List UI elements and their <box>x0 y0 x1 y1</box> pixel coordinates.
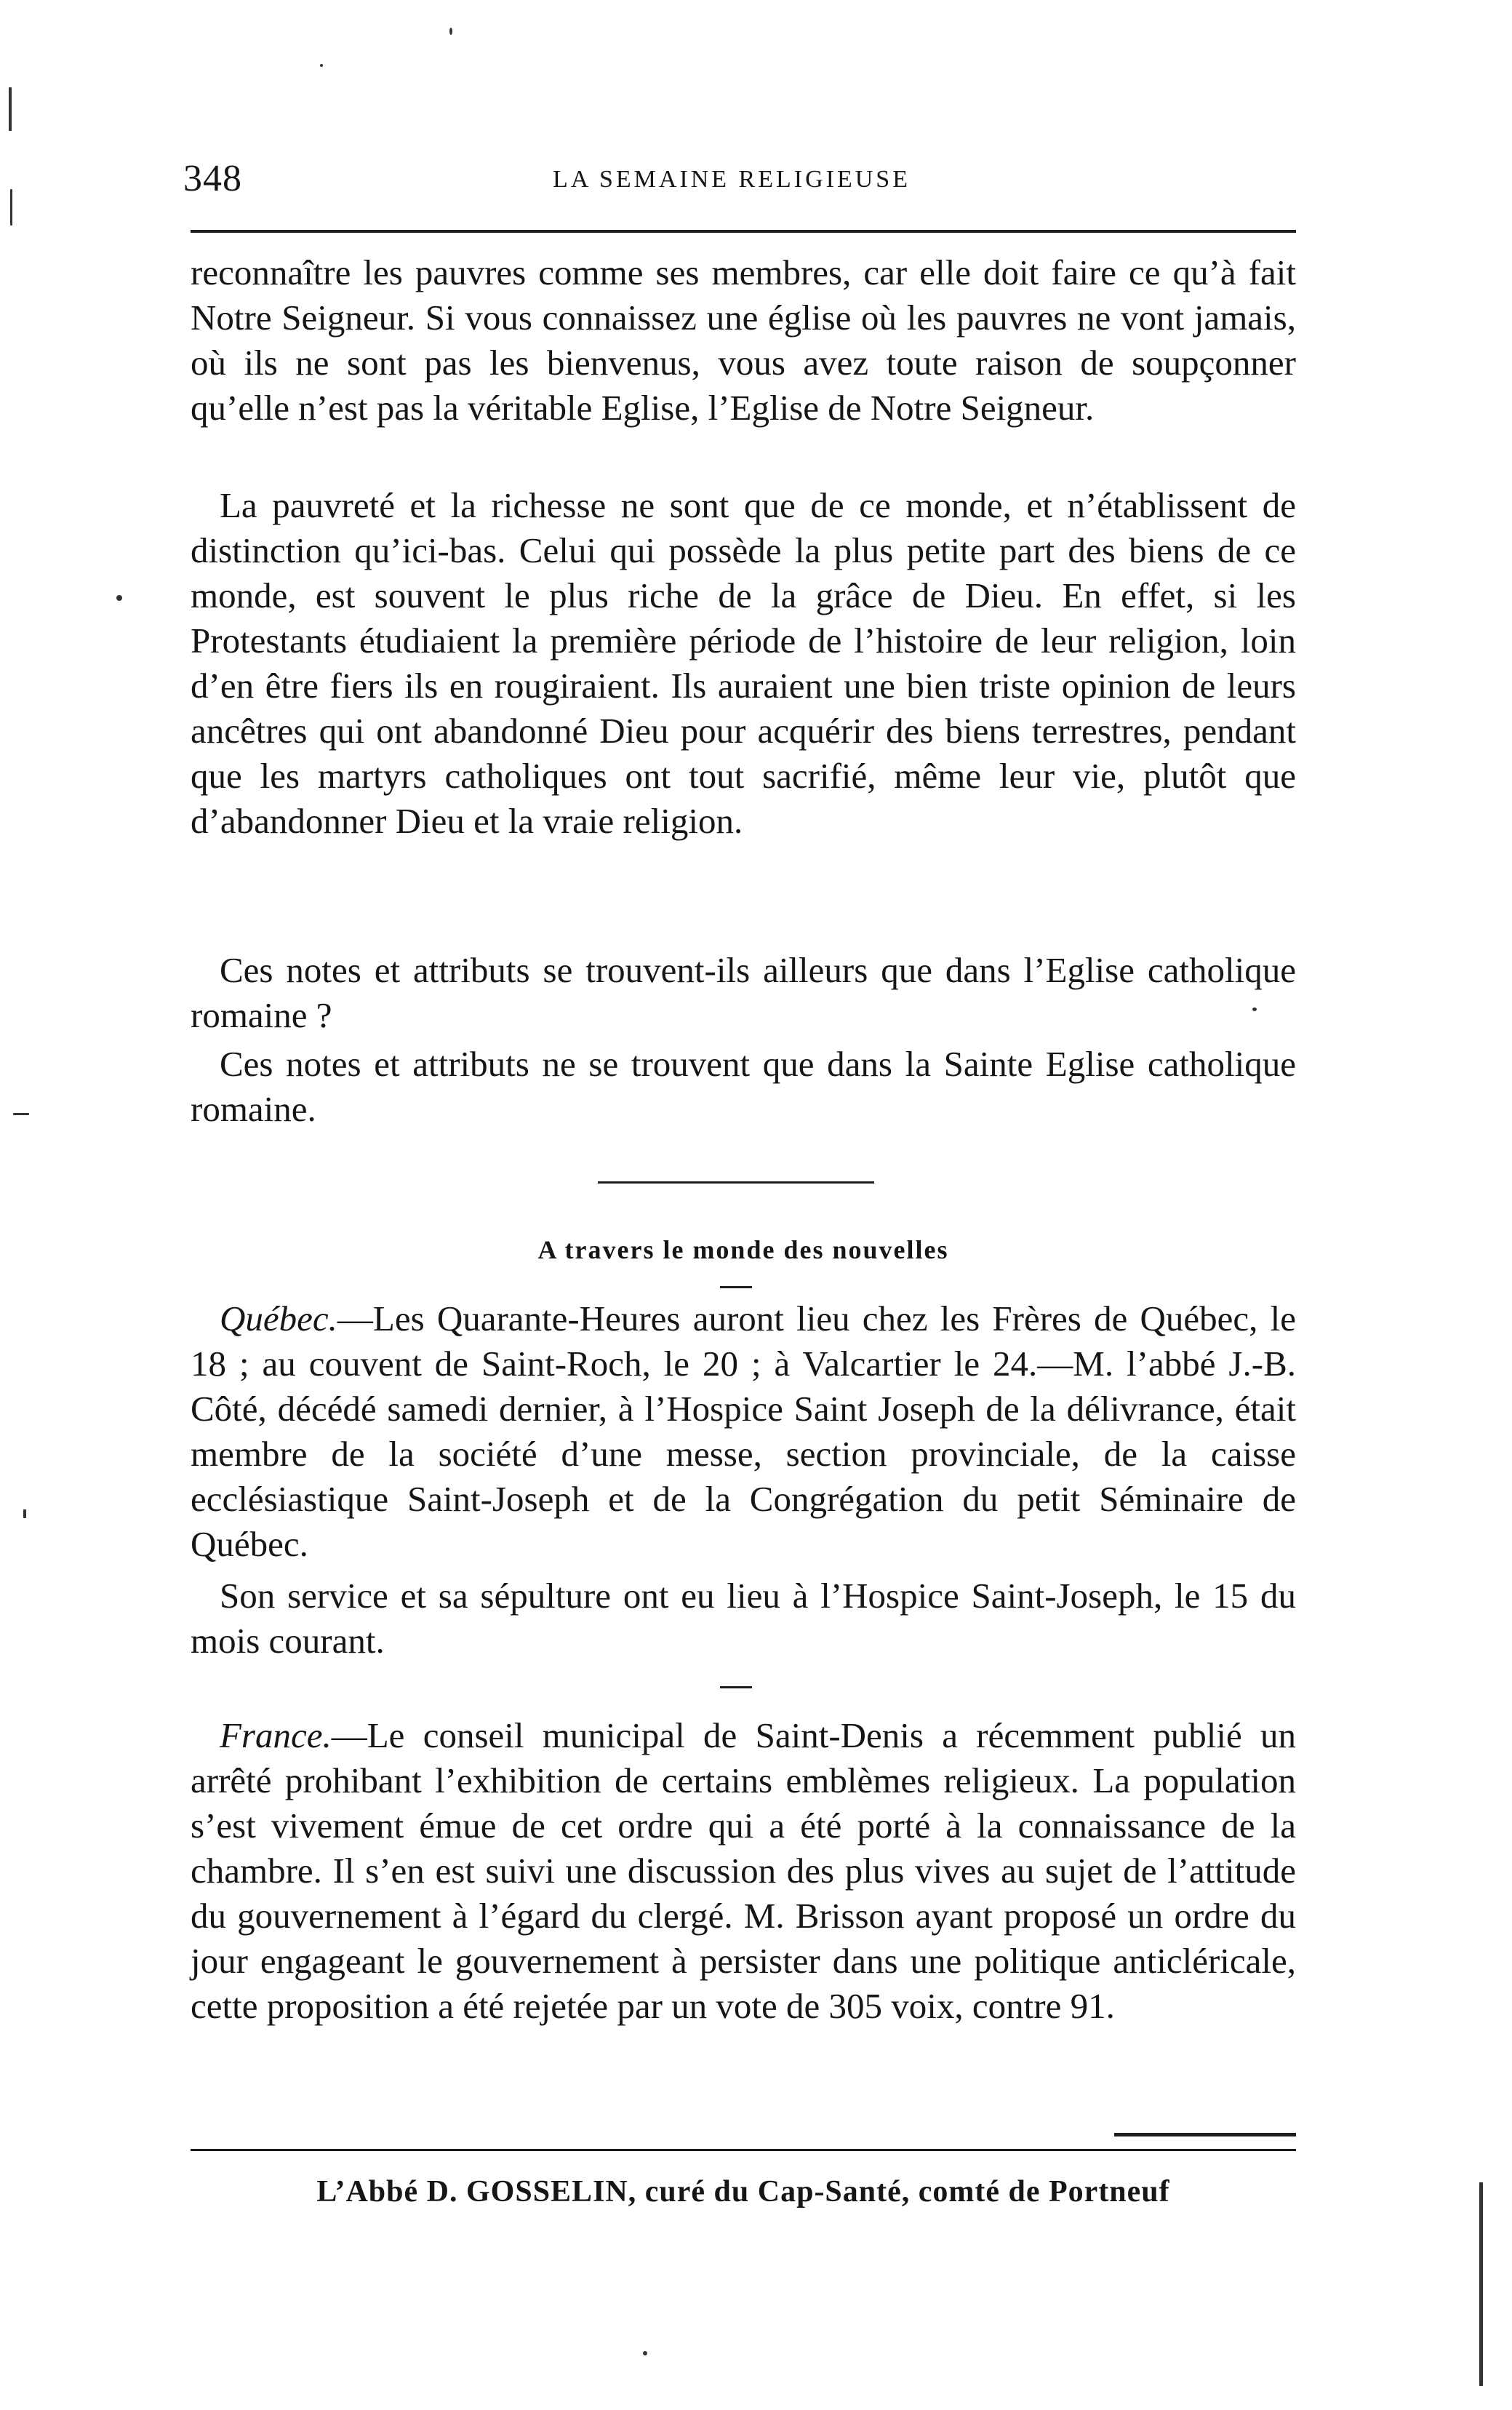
news-quebec <box>191 1296 1296 1567</box>
news-dash <box>720 1686 752 1688</box>
scan-speck <box>116 595 122 601</box>
scan-speck <box>23 1509 26 1518</box>
footer-rule <box>191 2149 1296 2151</box>
running-title: LA SEMAINE RELIGIEUSE <box>553 166 911 193</box>
paragraph-pauvrete: La pauvreté et la richesse ne sont que de ce monde, et n’établissent de distinction qu’ici-bas. Celui qui possède la plus petite part des biens de ce monde, est souvent le plus riche de la grâce de Dieu. En effet, si les Protestants étudiaient la première période de l’histoire de leur religion, loin d’en être fiers ils en rougiraient. Ils auraient une bien triste opinion de leurs ancêtres qui ont abandonné Dieu pour acquérir des biens terrestres, pendant que les martyrs catholiques ont tout sacrifié, même leur vie, plutôt que d’abandonner Dieu et la vraie religion. <box>191 485 1296 841</box>
news-heading: A travers le monde des nouvelles <box>537 1235 949 1264</box>
paragraph-continuation: reconnaître les pauvres comme ses membres, car elle doit faire ce qu’à fait Notre Seigneur. Si vous connaissez une église où les pauvres ne vont jamais, où ils ne sont pas les bienvenus, vous avez toute raison de soupçonner qu’elle n’est pas la véritable Eglise, l’Eglise de Notre Seigneur. <box>191 252 1296 428</box>
news-quebec-text: —Les Quarante-Heures auront lieu chez les Frères de Québec, le 18 ; au couvent de Saint-Roch, le 20 ; à Valcartier le 24.—M. l’abbé J.-B. Côté, décédé samedi dernier, à l’Hospice Saint Joseph de la délivrance, était membre de la société d’une messe, section provinciale, de la caisse ecclésiastique Saint-Joseph et de la Congrégation du petit Séminaire de Québec. <box>191 1298 1296 1564</box>
news-france <box>191 1713 1296 2029</box>
section-rule <box>598 1181 874 1184</box>
scan-speck <box>643 2351 647 2355</box>
news-france-text: —Le conseil municipal de Saint-Denis a récemment publié un arrêté prohibant l’exhibition de certains emblèmes religieux. La population s’est vivement émue de cet ordre qui a été porté à la connaissance de la chambre. Il s’en est suivi une discussion des plus vives au sujet de l’attitude du gouvernement à l’égard du clergé. M. Brisson ayant proposé un ordre du jour engageant le gouvernement à persister dans une politique anticléricale, cette proposition a été rejetée par un vote de 305 voix, contre 91. <box>191 1715 1296 2026</box>
author-signature: L’Abbé D. GOSSELIN, curé du Cap-Santé, comté de Portneuf <box>316 2175 1170 2208</box>
scan-speck <box>9 87 12 131</box>
news-quebec-service: Son service et sa sépulture ont eu lieu à l’Hospice Saint-Joseph, le 15 du mois courant. <box>191 1576 1296 1661</box>
scan-speck <box>10 189 12 226</box>
paragraph-question: Ces notes et attributs se trouvent-ils ailleurs que dans l’Eglise catholique romaine ? <box>191 950 1296 1035</box>
heading-dash <box>720 1286 752 1288</box>
scan-speck <box>1479 2182 1483 2386</box>
end-rule <box>1114 2133 1296 2136</box>
place-quebec: Québec. <box>220 1298 337 1338</box>
paragraph-answer: Ces notes et attributs ne se trouvent que dans la Sainte Eglise catholique romaine. <box>191 1044 1296 1129</box>
page-number: 348 <box>183 158 242 199</box>
scan-speck <box>449 28 452 35</box>
header-rule <box>191 230 1296 233</box>
place-france: France. <box>220 1715 332 1755</box>
scan-speck <box>13 1113 29 1115</box>
scan-speck <box>320 64 323 67</box>
